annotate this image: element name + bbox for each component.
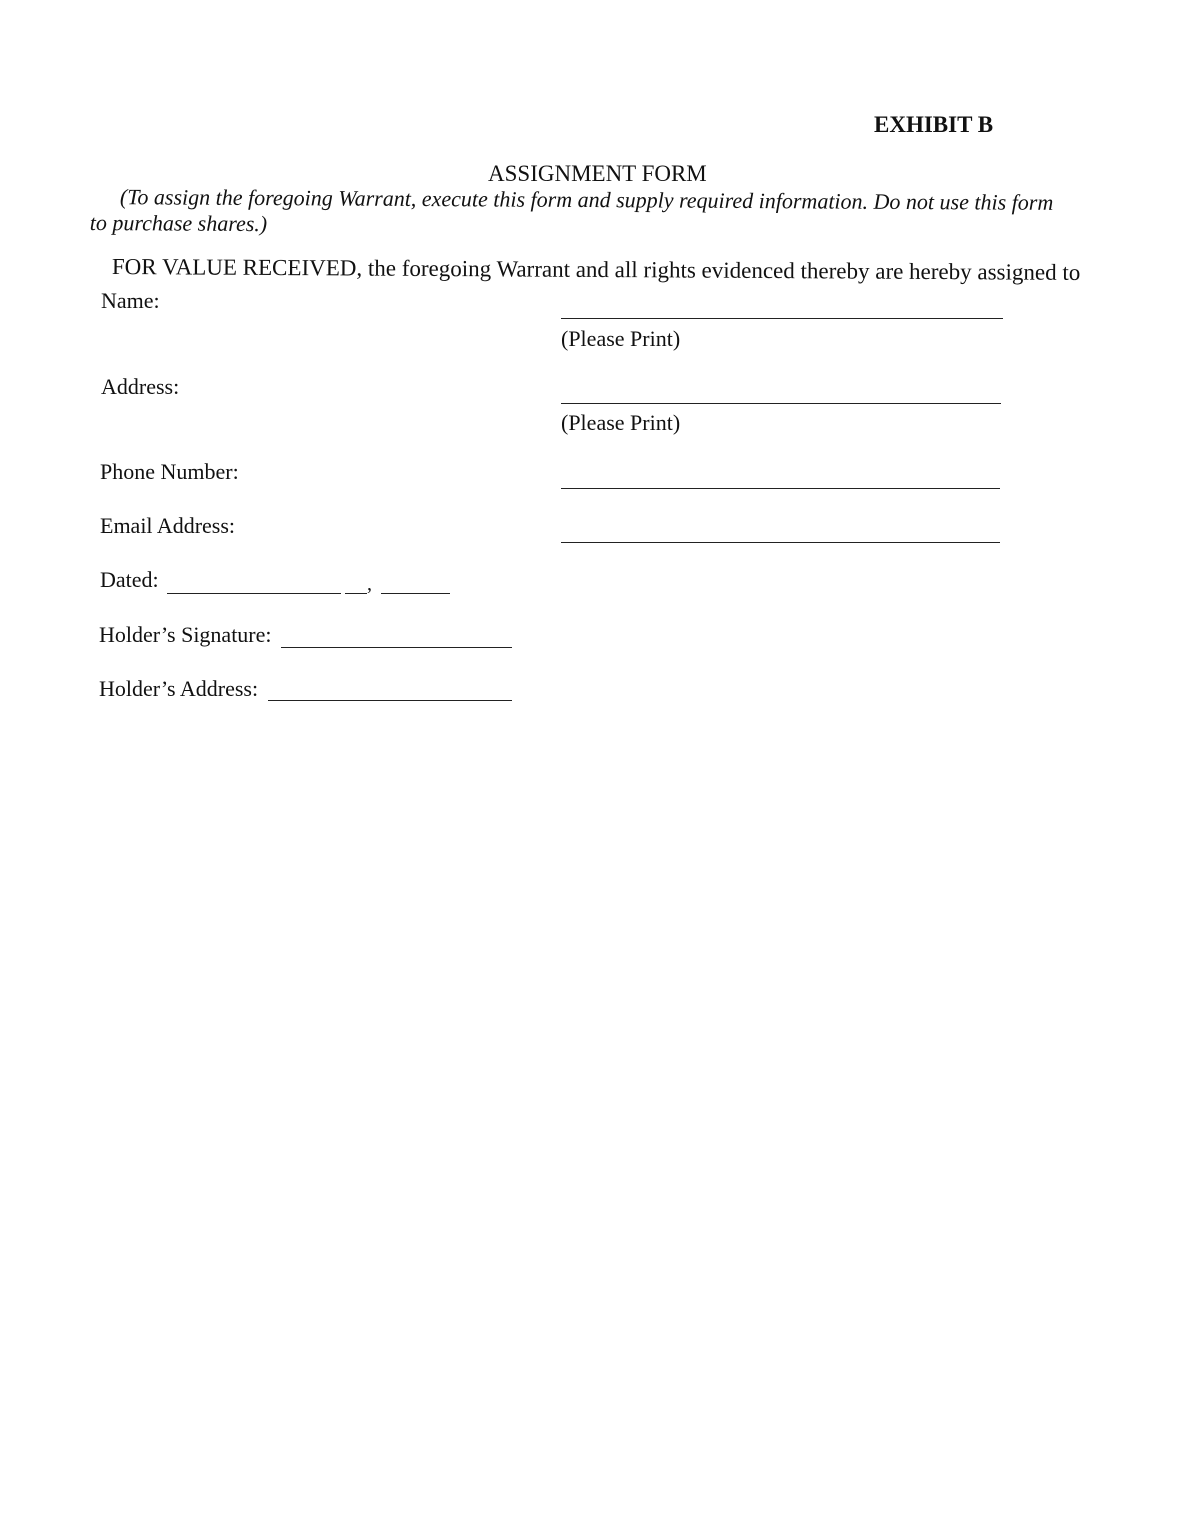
holder-address-field[interactable] <box>268 700 512 701</box>
exhibit-label: EXHIBIT B <box>874 112 994 137</box>
name-please-print-hint: (Please Print) <box>561 326 681 351</box>
dated-label: Dated: <box>100 567 159 592</box>
dated-year-field[interactable] <box>381 593 450 594</box>
holder-signature-field[interactable] <box>281 647 512 648</box>
name-field[interactable] <box>561 318 1003 319</box>
form-title: ASSIGNMENT FORM <box>488 161 707 186</box>
dated-comma: , <box>367 573 372 595</box>
phone-number-label: Phone Number: <box>100 459 239 484</box>
email-address-label: Email Address: <box>100 513 236 538</box>
address-label: Address: <box>101 374 180 399</box>
holder-signature-label: Holder’s Signature: <box>99 622 272 647</box>
dated-day-field[interactable] <box>345 593 367 594</box>
name-label: Name: <box>101 288 160 313</box>
phone-number-field[interactable] <box>561 488 1000 489</box>
email-address-field[interactable] <box>561 542 1000 543</box>
form-instructions: (To assign the foregoing Warrant, execute this form and supply required information. Do not use this form to purchase shares.) <box>89 184 1054 237</box>
address-field[interactable] <box>561 403 1001 404</box>
holder-address-label: Holder’s Address: <box>99 676 259 701</box>
dated-month-day-field[interactable] <box>167 593 341 594</box>
assignment-statement: FOR VALUE RECEIVED, the foregoing Warrant and all rights evidenced thereby are hereby assigned to <box>111 254 1081 285</box>
address-please-print-hint: (Please Print) <box>561 410 681 435</box>
